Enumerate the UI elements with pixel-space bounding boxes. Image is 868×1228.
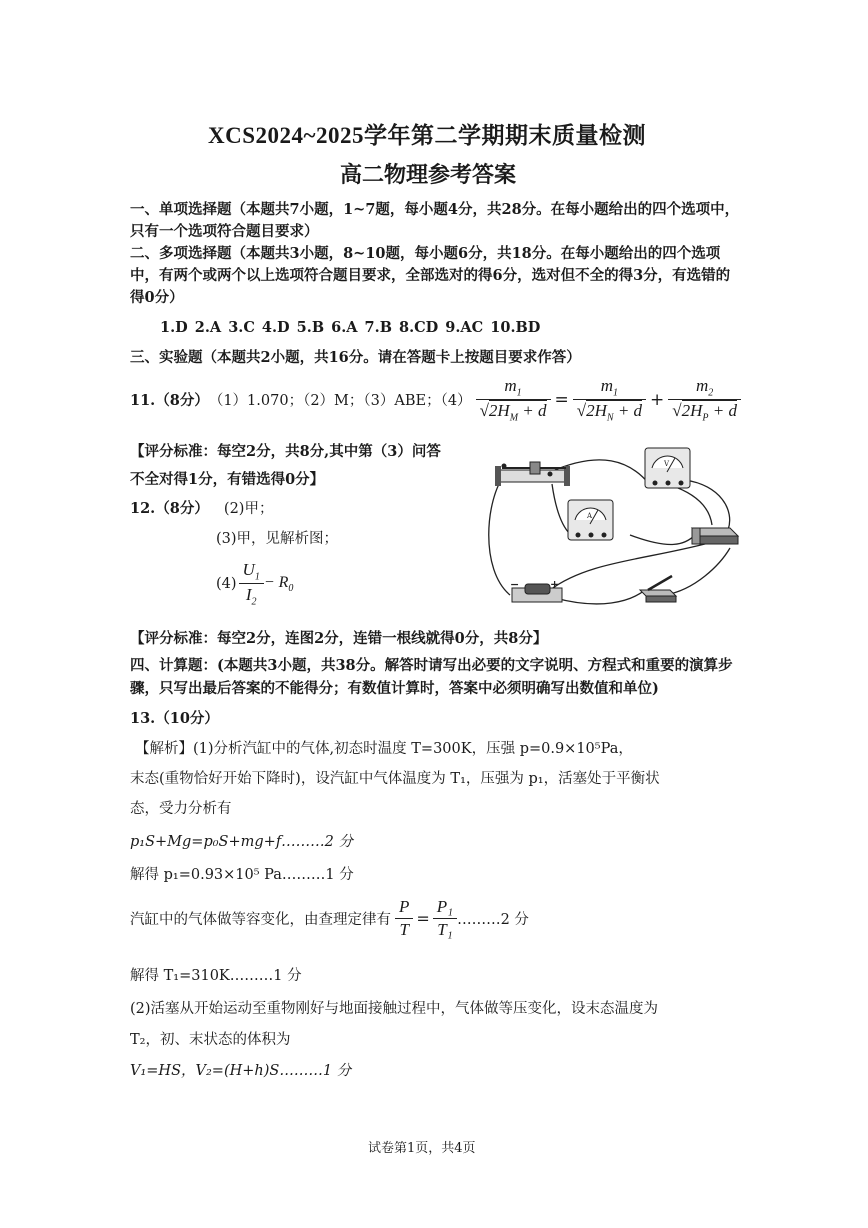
q11-frac-1: $\frac{m_1}{√2H_M + d}$ <box>476 376 551 424</box>
q12-label-line <box>130 497 273 518</box>
q11-label: 11.（8分） <box>130 392 209 410</box>
q13-line-1: 【解析】(1)分析汽缸中的气体,初态时温度 T=300K，压强 p=0.9×10⁵Pa， <box>135 741 633 757</box>
q13-line-10: V₁=HS，V₂=(H+h)S………1 分 <box>130 1063 352 1079</box>
q13-frac-right: $\frac{\text{P₁}}{\text{T₁}}$ <box>433 897 457 940</box>
section-3-heading: 三、实验题（本题共2小题，共16分。请在答题卡上按题目要求作答） <box>130 349 581 366</box>
q13-line-8: (2)活塞从开始运动至重物刚好与地面接触过程中，气体做等压变化，设末态温度为 <box>130 1001 659 1017</box>
switch <box>640 576 676 602</box>
q11-formula: $\frac{m_1}{√2H_M + d}$ = $\frac{m_1}{√2H_N + d}$ + $\frac{m_2}{√2H_P + d}$ <box>476 376 741 424</box>
q13-line-4: p₁S+Mg=p₀S+mg+f………2 分 <box>130 834 354 850</box>
q12-part3: (3)甲，见解析图； <box>216 531 339 547</box>
q11-frac-3: $\frac{m_2}{√2H_P + d}$ <box>668 376 741 424</box>
q12-part4-prefix: (4) <box>216 575 237 592</box>
q13-line-6-text: 汽缸中的气体做等容变化，由查理定律有 <box>130 912 391 928</box>
ammeter <box>568 500 613 540</box>
q13-line-5: 解得 p₁=0.93×10⁵ Pa………1 分 <box>130 867 354 883</box>
page-subtitle: 高二物理参考答案 <box>340 162 517 188</box>
page-title: XCS2024~2025学年第二学期期末质量检测 <box>208 123 646 148</box>
q13-line-6: 汽缸中的气体做等容变化，由查理定律有 $\frac{P}{T}$ = $\frac{\text{P₁}}{\text{T₁}}$ ………2 分 <box>130 897 529 939</box>
page-footer: 试卷第1页，共4页 <box>368 1141 476 1156</box>
battery <box>510 578 562 602</box>
q12-label: 12.（8分） <box>130 500 209 517</box>
q11-parts: （1）1.070；（2）M；（3）ABE；（4） <box>208 393 472 410</box>
resistor-box <box>692 528 738 544</box>
q12-part4-suffix: − $R_0$ <box>263 573 294 594</box>
circuit-figure <box>480 440 750 615</box>
q12-fraction: $\frac{U_1}{I_2}$ <box>239 560 264 608</box>
choice-answers: 1.D 2.A 3.C 4.D 5.B 6.A 7.B 8.CD 9.AC 10.BD <box>160 319 541 336</box>
voltmeter-letter: V <box>664 460 670 468</box>
q13-line-7: 解得 T₁=310K………1 分 <box>130 968 302 984</box>
battery-plus: + <box>550 578 560 591</box>
q13-label: 13.（10分） <box>130 710 219 727</box>
q13-line-2: 末态(重物恰好开始下降时)，设汽缸中气体温度为 T₁，压强为 p₁，活塞处于平衡状 <box>130 771 660 787</box>
section-4-heading: 四、计算题：(本题共3小题，共38分。解答时请写出必要的文字说明、方程式和重要的演算步骤，只写出最后答案的不能得分；有数值计算时，答案中必须明确写出数值和单位) <box>130 657 733 697</box>
q11-line <box>130 376 741 424</box>
rheostat <box>495 462 570 486</box>
q12-grading: 【评分标准：每空2分，连图2分，连错一根线就得0分，共8分】 <box>130 630 548 647</box>
section-2-heading: 二、多项选择题（本题共3小题，8~10题，每小题6分，共18分。在每小题给出的四个选项中，有两个或两个以上选项符合题目要求，全部选对的得6分，选对但不全的得3分，有选错的得0分） <box>130 245 731 306</box>
voltmeter <box>645 448 690 488</box>
section-1-heading: 一、单项选择题（本题共7小题，1~7题，每小题4分，共28分。在每小题给出的四个选项中，只有一个选项符合题目要求） <box>130 201 740 240</box>
ammeter-letter: A <box>587 512 593 520</box>
q12-part2: (2)甲； <box>223 501 274 517</box>
q12-part4 <box>216 560 293 608</box>
q13-frac-left: $\frac{P}{T}$ <box>395 897 413 940</box>
battery-minus: − <box>510 578 520 591</box>
q13-line-3: 态，受力分析有 <box>130 801 232 817</box>
q11-frac-2: $\frac{m_1}{√2H_N + d}$ <box>573 376 646 424</box>
q11-grading-line2: 不全对得1分，有错选得0分】 <box>130 471 325 488</box>
q13-line-9: T₂，初、末状态的体积为 <box>130 1032 291 1048</box>
q13-line-6-suffix: ………2 分 <box>457 912 529 928</box>
q11-grading-line1: 【评分标准：每空2分，共8分,其中第（3）问答 <box>130 443 441 460</box>
